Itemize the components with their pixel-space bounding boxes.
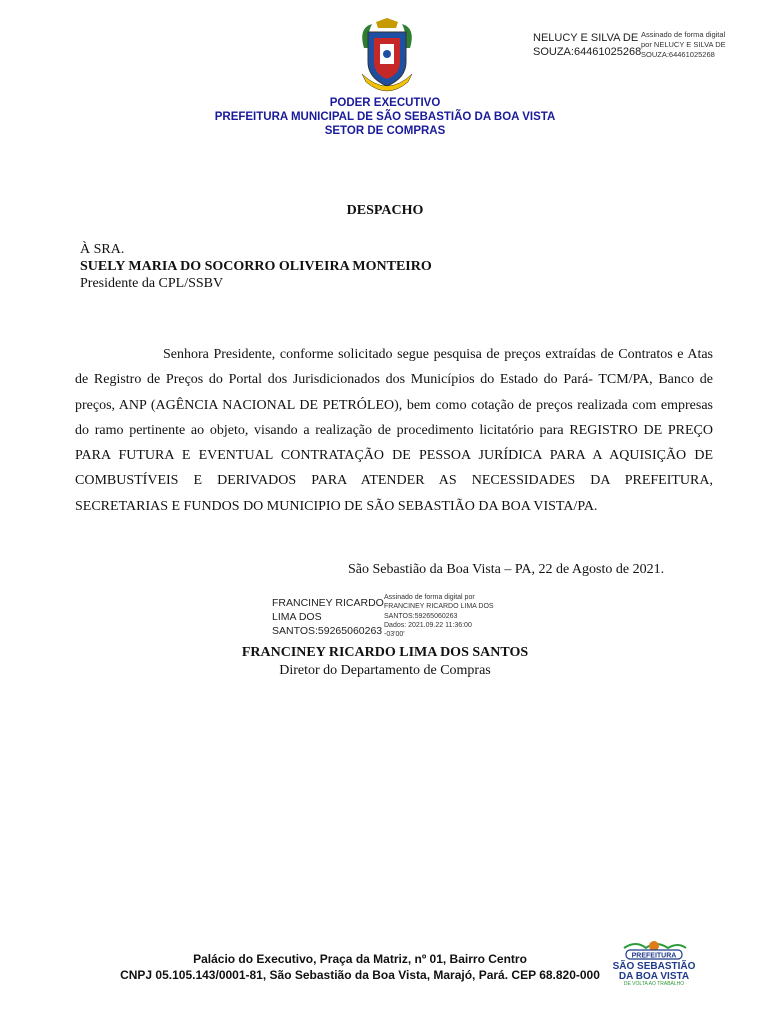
municipality-logo-icon bbox=[606, 938, 702, 986]
signature-detail-line: por NELUCY E SILVA DE bbox=[641, 40, 726, 49]
coat-of-arms-icon bbox=[356, 18, 418, 96]
body-paragraph: Senhora Presidente, conforme solicitado segue pesquisa de preços extraídas de Contratos e Atas de Registro de Preços do Portal dos Jurisdicionados dos Municípios do Estado do Pará- TCM/PA, Banco de preços, ANP (AGÊNCIA NACIONAL DE PETRÓLEO), bem como cotação de preços realizada com empresas do ramo pertinente ao objeto, visando a realização de procedimento licitatório para REGISTRO DE PREÇO PARA FUTURA E EVENTUAL CONTRATAÇÃO DE PESSOA JURÍDICA PARA A AQUISIÇÃO DE COMBUSTÍVEIS E DERIVADOS PARA ATENDER AS NECESSIDADES DA PREFEITURA, SECRETARIAS E FUNDOS DO MUNICIPIO DE SÃO SEBASTIÃO DA BOA VISTA/PA. bbox=[75, 347, 713, 514]
digital-signature-mid-details bbox=[384, 593, 494, 639]
digital-signature-top bbox=[533, 31, 641, 59]
signature-detail-line: Assinado de forma digital por bbox=[384, 594, 475, 601]
signatory-name: FRANCINEY RICARDO LIMA DOS SANTOS bbox=[241, 645, 529, 660]
signature-name-line: SANTOS:59265060263 bbox=[272, 625, 383, 637]
svg-text:DE VOLTA AO TRABALHO: DE VOLTA AO TRABALHO bbox=[623, 981, 685, 986]
footer-address: Palácio do Executivo, Praça da Matriz, nº 01, Bairro Centro bbox=[193, 952, 527, 966]
signature-detail-line: FRANCINEY RICARDO LIMA DOS bbox=[384, 603, 494, 611]
document-title: DESPACHO bbox=[346, 203, 424, 218]
signature-name-line: LIMA DOS bbox=[272, 611, 322, 623]
signature-name-line: FRANCINEY RICARDO bbox=[272, 597, 384, 609]
signatory-role: Diretor do Departamento de Compras bbox=[279, 663, 491, 678]
date-line: São Sebastião da Boa Vista – PA, 22 de Agosto de 2021. bbox=[348, 562, 665, 577]
digital-signature-mid bbox=[272, 596, 384, 638]
header-department: SETOR DE COMPRAS bbox=[324, 125, 446, 137]
salutation: À SRA. bbox=[80, 242, 125, 257]
signature-detail-line: -03'00' bbox=[384, 631, 405, 639]
svg-text:PREFEITURA: PREFEITURA bbox=[631, 952, 677, 960]
svg-text:DA BOA VISTA: DA BOA VISTA bbox=[618, 971, 690, 982]
recipient-role: Presidente da CPL/SSBV bbox=[80, 276, 224, 291]
recipient-name: SUELY MARIA DO SOCORRO OLIVEIRA MONTEIRO bbox=[80, 259, 432, 274]
signature-detail-line: SOUZA:64461025268 bbox=[641, 50, 715, 59]
header-municipality: PREFEITURA MUNICIPAL DE SÃO SEBASTIÃO DA BOA VISTA bbox=[214, 111, 556, 123]
signature-detail-line: Assinado de forma digital bbox=[641, 30, 726, 39]
footer-cnpj: CNPJ 05.105.143/0001-81, São Sebastião da Boa Vista, Marajó, Pará. CEP 68.820-000 bbox=[120, 968, 600, 982]
signature-detail-line: SANTOS:59265060263 bbox=[384, 612, 458, 620]
header-branch: PODER EXECUTIVO bbox=[329, 97, 441, 109]
signature-detail-line: Dados: 2021.09.22 11:36:00 bbox=[384, 621, 472, 629]
digital-signature-top-details bbox=[641, 30, 726, 60]
signature-name-line: SOUZA:64461025268 bbox=[533, 46, 642, 58]
signature-name-line: NELUCY E SILVA DE bbox=[533, 32, 639, 44]
svg-text:SÃO SEBASTIÃO: SÃO SEBASTIÃO bbox=[612, 961, 696, 972]
body-paragraph-container bbox=[75, 342, 713, 519]
